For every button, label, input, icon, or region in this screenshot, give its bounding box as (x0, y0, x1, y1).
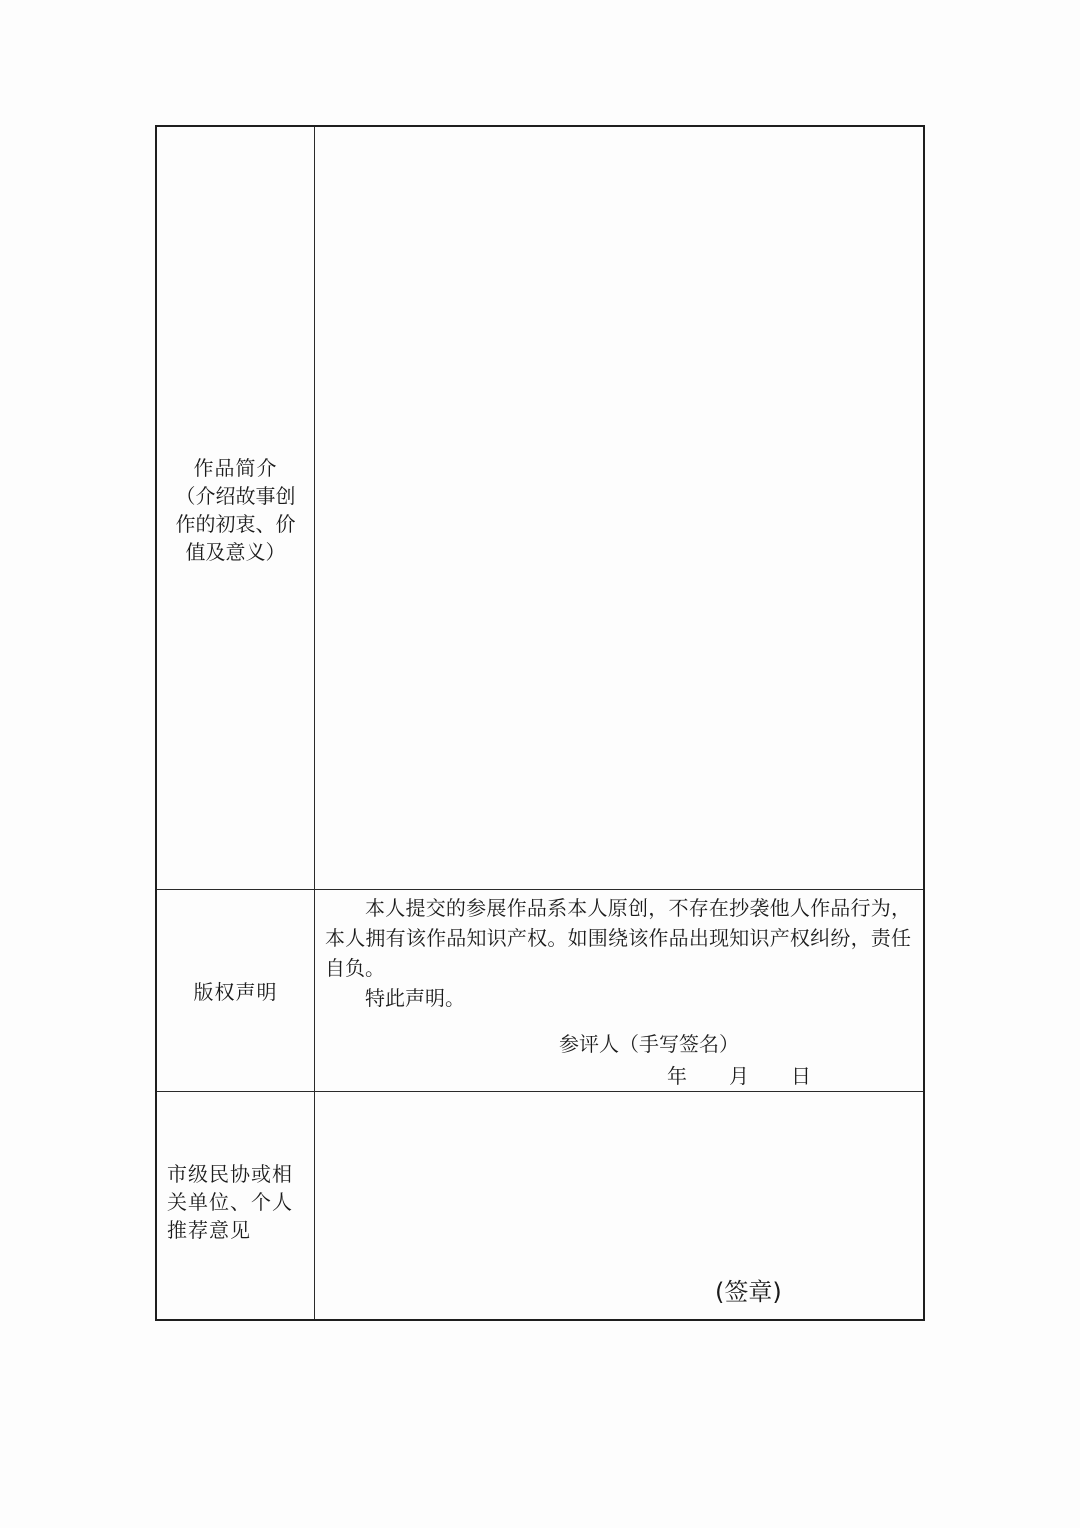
intro-label-sub-3: 值及意义） (185, 540, 286, 564)
intro-label (167, 454, 304, 566)
seal-label: (签章) (715, 1278, 782, 1306)
recommendation-row (157, 1092, 923, 1319)
signer-signature-label: 参评人（手写签名） (559, 1032, 739, 1056)
date-day-label: 日 (791, 1064, 811, 1088)
entry-form-table (155, 125, 925, 1321)
copyright-content-cell (315, 890, 923, 1091)
signature-date (667, 1062, 811, 1090)
intro-row (157, 127, 923, 890)
intro-label-main: 作品简介 (193, 456, 278, 480)
intro-label-cell (157, 127, 315, 889)
copyright-row (157, 890, 923, 1092)
copyright-label: 版权声明 (193, 980, 278, 1004)
recommendation-label-line-2: 关单位、个人 (167, 1190, 293, 1214)
intro-label-sub-2: 作的初衷、价 (175, 512, 296, 536)
intro-input-area[interactable] (315, 127, 923, 889)
copyright-declaration-closing: 特此声明。 (365, 986, 465, 1010)
recommendation-label-line-1: 市级民协或相 (167, 1162, 293, 1186)
recommendation-label-line-3: 推荐意见 (167, 1218, 251, 1242)
recommendation-label (167, 1160, 304, 1244)
date-month-label: 月 (729, 1064, 749, 1088)
copyright-statement (325, 893, 911, 1013)
recommendation-label-cell (157, 1092, 315, 1319)
copyright-label-cell (157, 890, 315, 1091)
date-year-label: 年 (667, 1064, 687, 1088)
intro-label-sub-1: （介绍故事创 (175, 484, 296, 508)
copyright-statement-text: 本人提交的参展作品系本人原创，不存在抄袭他人作品行为，本人拥有该作品知识产权。如围绕该作品出现知识产权纠纷，责任自负。 (325, 896, 911, 980)
recommendation-input-area[interactable] (315, 1092, 923, 1319)
